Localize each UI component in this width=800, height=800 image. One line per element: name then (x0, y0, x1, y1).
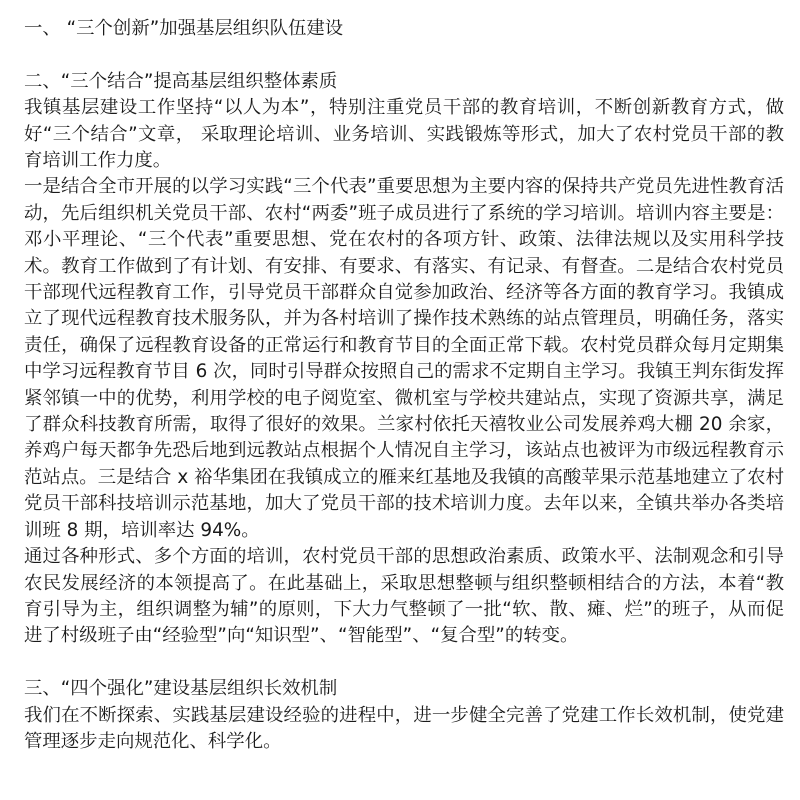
blank-line (24, 650, 784, 676)
section-heading: 一、 “三个创新”加强基层组织队伍建设 (24, 18, 344, 39)
paragraph: 一是结合全市开展的以学习实践“三个代表”重要思想为主要内容的保持共产党员先进性教育活动，先后组织机关党员干部、农村“两委”班子成员进行了系统的学习培训。培训内容主要是：邓小平理论、“三个代表”重要思想、党在农村的各项方针、政策、法律法规以及实用科学技术。教育工作做到了有计划、有安排、有要求、有落实、有记录、有督查。二是结合农村党员干部现代远程教育工作，引导党员干部群众自觉参加政治、经济等各方面的教育学习。我镇成立了现代远程教育技术服务队，并为各村培训了操作技术熟练的站点管理员，明确任务，落实责任，确保了远程教育设备的正常运行和教育节目的全面正常下载。农村党员群众每月定期集中学习远程教育节目 6 次，同时引导群众按照自己的需求不定期自主学习。我镇王判东街发挥紧邻镇一中的优势，利用学校的电子阅览室、微机室与学校共建站点，实现了资源共享，满足了群众科技教育所需，取得了很好的效果。兰家村依托天禧牧业公司发展养鸡大棚 20 余家，养鸡户每天都争先恐后地到远教站点根据个人情况自主学习，该站点也被评为市级远程教育示范站点。三是结合 x 裕华集团在我镇成立的雁来红基地及我镇的高酸苹果示范基地建立了农村党员干部科技培训示范基地，加大了党员干部的技术培训力度。去年以来，全镇共举办各类培训班 8 期，培训率达 94%。 (24, 176, 784, 541)
document-body (24, 16, 784, 755)
paragraph: 我镇基层建设工作坚持“以人为本”，特别注重党员干部的教育培训，不断创新教育方式，做好“三个结合”文章， 采取理论培训、业务培训、实践锻炼等形式，加大了农村党员干部的教育培训工作力度。 (24, 97, 784, 172)
paragraph: 通过各种形式、多个方面的培训，农村党员干部的思想政治素质、政策水平、法制观念和引导农民发展经济的本领提高了。在此基础上，采取思想整顿与组织整顿相结合的方法，本着“教育引导为主，组织调整为辅”的原则，下大力气整顿了一批“软、散、瘫、烂”的班子，从而促进了村级班子由“经验型”向“知识型”、“智能型”、“复合型”的转变。 (24, 546, 784, 647)
section-heading: 三、“四个强化”建设基层组织长效机制 (24, 678, 338, 700)
paragraph: 我们在不断探索、实践基层建设经验的进程中，进一步健全完善了党建工作长效机制，使党建管理逐步走向规范化、科学化。 (24, 704, 784, 752)
blank-line (24, 42, 784, 68)
section-heading: 二、“三个结合”提高基层组织整体素质 (24, 70, 338, 92)
